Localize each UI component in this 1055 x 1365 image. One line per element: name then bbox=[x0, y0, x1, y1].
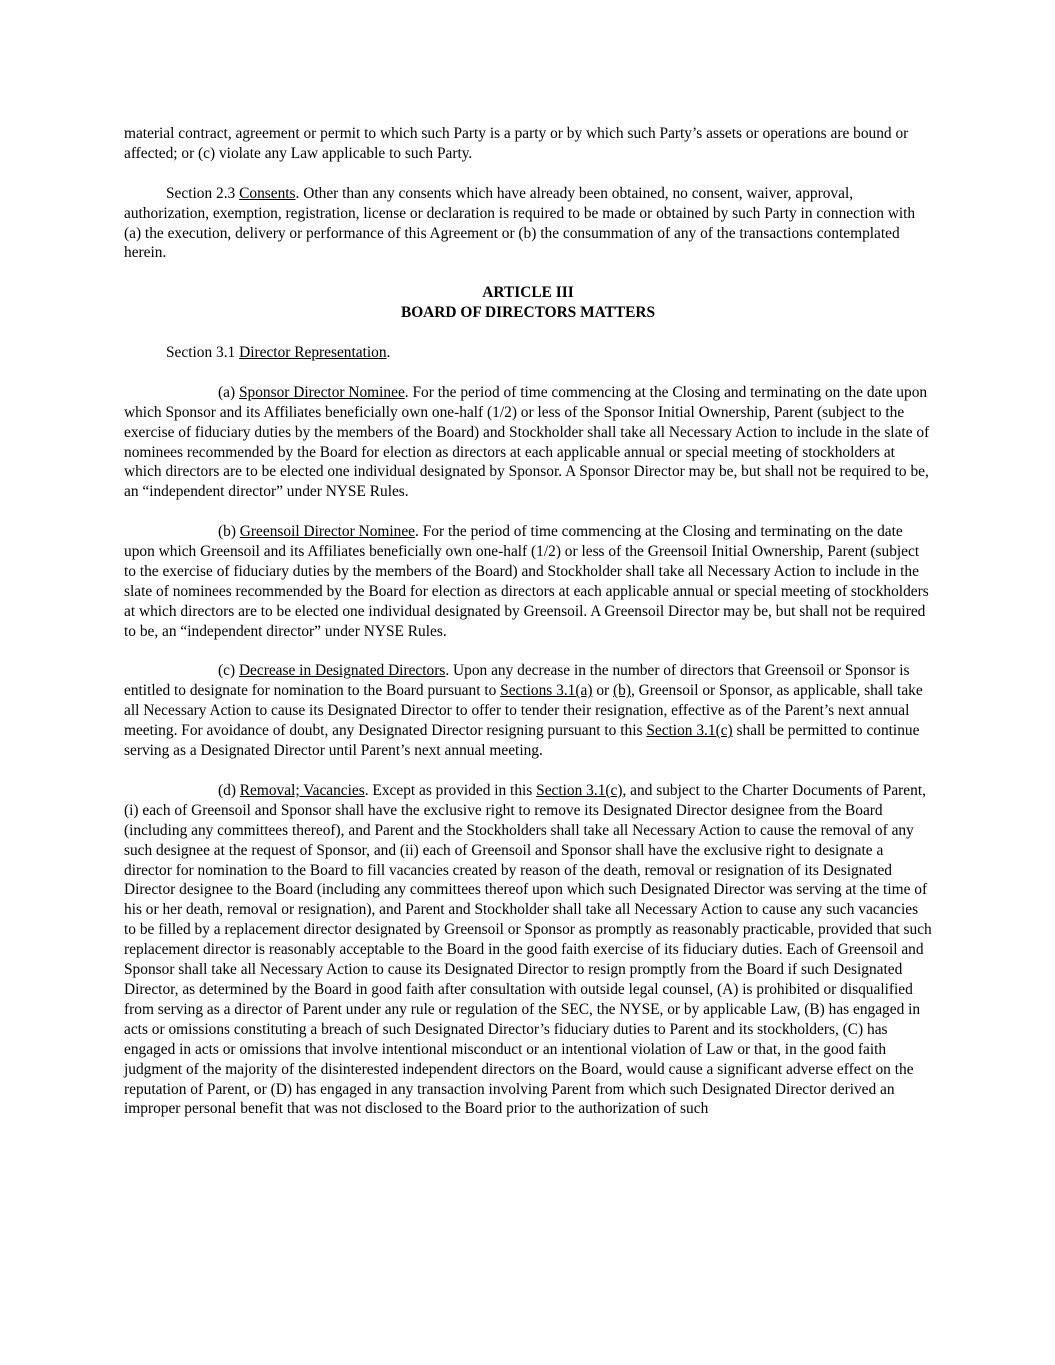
subsection-c-prefix: (c) bbox=[218, 662, 239, 680]
continued-paragraph-text: material contract, agreement or permit to which such Party is a party or by which such Party’s assets or operations are bound or affected; or (c) violate any Law applicable to such Party. bbox=[124, 125, 909, 162]
article-title: BOARD OF DIRECTORS MATTERS bbox=[400, 304, 656, 322]
subsection-b-prefix: (b) bbox=[218, 523, 240, 541]
subsection-c-ref-b: (b) bbox=[613, 682, 631, 700]
subsection-c-ref-sections-3-1-a: Sections 3.1(a) bbox=[500, 682, 593, 700]
subsection-d-ref-section-3-1-c: Section 3.1(c) bbox=[536, 781, 623, 799]
section-2-3 bbox=[124, 184, 932, 264]
subsection-c-body-3: shall be permitted to continue serving as a Designated Director until Parent’s next annual meeting. bbox=[124, 722, 920, 760]
section-3-1-suffix: . bbox=[386, 344, 391, 362]
subsection-c-mid: or bbox=[592, 682, 613, 700]
subsection-c-title: Decrease in Designated Directors bbox=[238, 662, 446, 680]
section-2-3-title: Consents bbox=[239, 184, 296, 202]
subsection-b bbox=[124, 522, 932, 641]
section-3-1-title: Director Representation bbox=[239, 344, 387, 362]
subsection-b-body: . For the period of time commencing at the Closing and terminating on the date upon which Greensoil and its Affiliates beneficially own one-half (1/2) or less of the Greensoil Initial Ownership, Parent (subject to the exercise of fiduciary duties by the members of the Board) and Stockholder shall take all Necessary Action to include in the slate of nominees recommended by the Board for election as directors at each applicable annual or special meeting of stockholders at which directors are to be elected one individual designated by Greensoil. A Greensoil Director may be, but shall not be required to be, an “independent director” under NYSE Rules. bbox=[124, 523, 929, 640]
article-heading bbox=[124, 283, 932, 323]
document-page bbox=[124, 124, 932, 1119]
subsection-c bbox=[124, 661, 932, 761]
subsection-c-body-1: . Upon any decrease in the number of directors that Greensoil or Sponsor is entitled to designate for nomination to the Board pursuant to bbox=[124, 662, 910, 700]
subsection-a-title: Sponsor Director Nominee bbox=[238, 383, 405, 401]
section-2-3-body: . Other than any consents which have already been obtained, no consent, waiver, approval, authorization, exemption, registration, license or declaration is required to be made or obtained by such Party in connection with (a) the execution, delivery or performance of this Agreement or (b) the consummation of any of the transactions contemplated herein. bbox=[124, 184, 916, 262]
subsection-a-body: . For the period of time commencing at the Closing and terminating on the date upon which Sponsor and its Affiliates beneficially own one-half (1/2) or less of the Sponsor Initial Ownership, Parent (subject to the exercise of fiduciary duties by the members of the Board) and Stockholder shall take all Necessary Action to include in the slate of nominees recommended by the Board for election as directors at each applicable annual or special meeting of stockholders at which directors are to be elected one individual designated by Sponsor. A Sponsor Director may be, but shall not be required to be, an “independent director” under NYSE Rules. bbox=[124, 383, 930, 501]
section-3-1-prefix: Section 3.1 bbox=[166, 344, 240, 362]
subsection-a bbox=[124, 383, 932, 502]
subsection-b-title: Greensoil Director Nominee bbox=[239, 523, 416, 541]
section-3-1 bbox=[124, 343, 932, 363]
article-number: ARTICLE III bbox=[482, 284, 574, 302]
subsection-d-body-1: . Except as provided in this bbox=[364, 781, 537, 799]
section-2-3-prefix: Section 2.3 bbox=[166, 184, 240, 202]
subsection-c-body-2: , Greensoil or Sponsor, as applicable, shall take all Necessary Action to cause its Designated Director to offer to tender their resignation, effective as of the Parent’s next annual meeting. For avoidance of doubt, any Designated Director resigning pursuant to this bbox=[124, 682, 923, 740]
subsection-d-body-2: , and subject to the Charter Documents of Parent, (i) each of Greensoil and Sponsor shall have the exclusive right to remove its Designated Director designee from the Board (including any committees thereof), and Parent and the Stockholders shall take all Necessary Action to cause the removal of any such designee at the request of Sponsor, and (ii) each of Greensoil and Sponsor shall have the exclusive right to designate a director for nomination to the Board to fill vacancies created by reason of the death, removal or resignation of its Designated Director designee to the Board (including any committees thereof upon which such Designated Director was serving at the time of his or her death, removal or resignation), and Parent and Stockholder shall take all Necessary Action to cause any such vacancies to be filled by a replacement director designated by Greensoil or Sponsor as promptly as reasonably practicable, provided that such replacement director is reasonably acceptable to the Board in the good faith exercise of its fiduciary duties. Each of Greensoil and Sponsor shall take all Necessary Action to cause its Designated Director to resign promptly from the Board if such Designated Director, as determined by the Board in good faith after consultation with outside legal counsel, (A) is prohibited or disqualified from serving as a director of Parent under any rule or regulation of the SEC, the NYSE, or by applicable Law, (B) has engaged in acts or omissions constituting a breach of such Designated Director’s fiduciary duties to Parent and its stockholders, (C) has engaged in acts or omissions that involve intentional misconduct or an intentional violation of Law or that, in the good faith judgment of the majority of the disinterested independent directors on the Board, would cause a significant adverse effect on the reputation of Parent, or (D) has engaged in any transaction involving Parent from which such Designated Director derived an improper personal benefit that was not disclosed to the Board prior to the authorization of such bbox=[124, 781, 932, 1118]
continued-paragraph bbox=[124, 124, 932, 164]
subsection-a-prefix: (a) bbox=[218, 383, 239, 401]
subsection-c-ref-section-3-1-c: Section 3.1(c) bbox=[646, 722, 733, 740]
subsection-d-title: Removal; Vacancies bbox=[239, 781, 365, 799]
subsection-d-prefix: (d) bbox=[218, 781, 240, 799]
subsection-d bbox=[124, 781, 932, 1119]
